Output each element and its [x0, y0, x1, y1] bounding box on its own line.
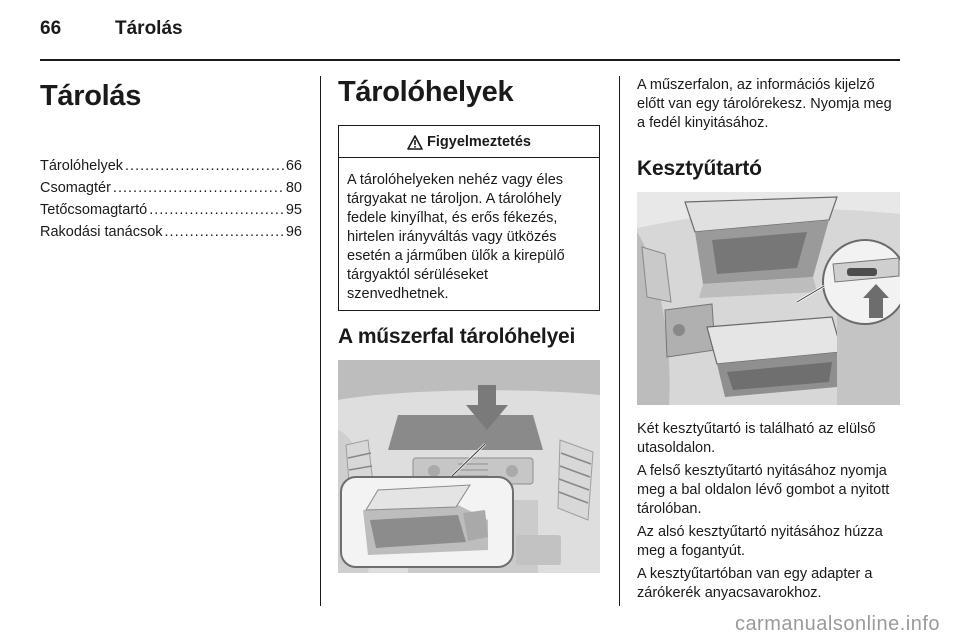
glovebox-illustration [637, 192, 900, 405]
glovebox-paragraph: Két kesztyűtartó is található az elülső utasoldalon. [637, 421, 876, 456]
warning-triangle-icon [407, 135, 423, 150]
watermark: carmanualsonline.info [734, 613, 940, 635]
warning-box [338, 125, 600, 311]
column-divider [320, 76, 321, 606]
glovebox-paragraph: A kesztyűtartóban van egy adapter a zárókerék anyacsavarokhoz. [637, 566, 873, 601]
dashboard-storage-illustration [338, 360, 600, 573]
chapter-title: Tárolás [40, 80, 142, 112]
column-1 [40, 76, 302, 243]
toc-entry[interactable]: Rakodási tanácsok ..... 96 [40, 221, 302, 243]
glovebox-paragraph: A felső kesztyűtartó nyitásához nyomja meg a bal oldalon lévő gombot a nyitott tárolóban. [637, 463, 890, 517]
page-header [0, 0, 960, 60]
dashboard-storage-drawing [338, 360, 600, 573]
dashboard-storage-text: A műszerfalon, az információs kijelző előtt van egy tárolórekesz. Nyomja meg a fedél kinyitásához. [637, 77, 892, 131]
page-number: 66 [40, 18, 62, 39]
warning-header [339, 126, 599, 158]
running-title: Tárolás [115, 18, 183, 39]
column-divider [619, 76, 620, 606]
header-rule [40, 59, 900, 61]
column-3 [637, 76, 901, 603]
toc-entry[interactable]: Tárolóhelyek ..... 66 [40, 155, 302, 177]
toc-entry[interactable]: Tetőcsomagtartó ..... 95 [40, 199, 302, 221]
section-title: Tárolóhelyek [338, 76, 514, 108]
dashboard-storage-heading: A műszerfal tárolóhelyei [338, 325, 576, 348]
glovebox-heading: Kesztyűtartó [637, 157, 762, 180]
glovebox-paragraph: Az alsó kesztyűtartó nyitásához húzza meg a fogantyút. [637, 524, 883, 559]
column-2 [338, 76, 600, 573]
toc-entry[interactable]: Csomagtér ..... 80 [40, 177, 302, 199]
warning-title: Figyelmeztetés [427, 134, 531, 150]
glovebox-drawing [637, 192, 900, 405]
table-of-contents [40, 155, 302, 243]
warning-text: A tárolóhelyeken nehéz vagy éles tárgyakat ne tároljon. A tárolóhely fedele kinyílhat, és erős fékezés, hirtelen irányváltás vagy ütközés esetén a járműben ülők a kirepülő tárgyaktól sérüléseket szenvedhetnek. [347, 172, 565, 302]
